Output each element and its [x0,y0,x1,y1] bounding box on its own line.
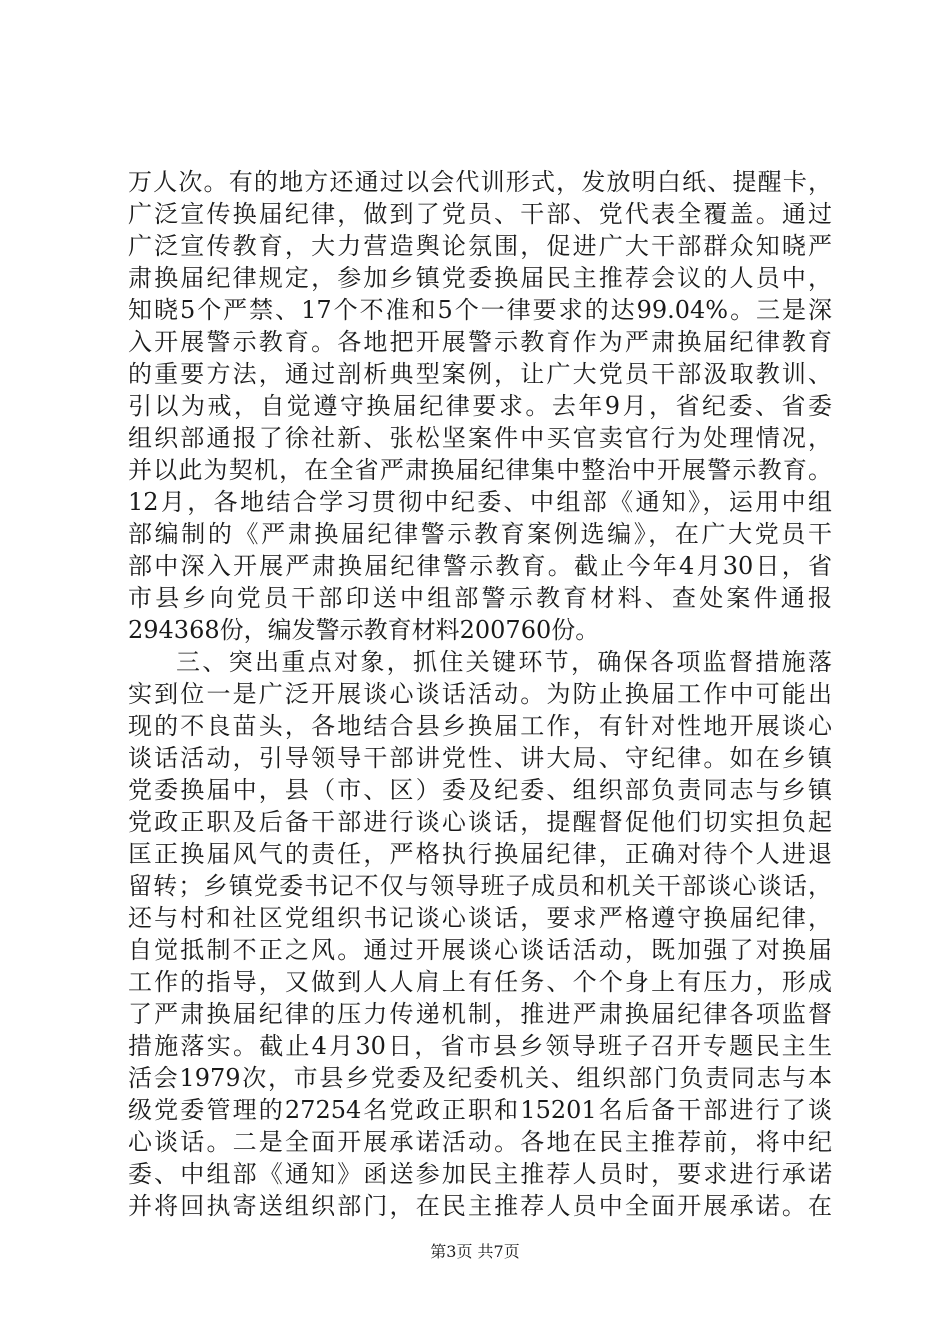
text-line: 部中深入开展严肃换届纪律警示教育。截止今年4月30日，省 [128,552,832,580]
text-line: 广泛宣传教育，大力营造舆论氛围，促进广大干部群众知晓严 [128,232,832,260]
body-text [128,166,848,1222]
text-line: 谈话活动，引导领导干部讲党性、讲大局、守纪律。如在乡镇 [128,744,832,772]
text-line: 12月，各地结合学习贯彻中纪委、中组部《通知》，运用中组 [128,488,832,516]
text-line: 部编制的《严肃换届纪律警示教育案例选编》，在广大党员干 [128,520,832,548]
text-line: 心谈话。二是全面开展承诺活动。各地在民主推荐前，将中纪 [128,1128,832,1156]
text-line: 自觉抵制不正之风。通过开展谈心谈话活动，既加强了对换届 [128,936,832,964]
text-line: 组织部通报了徐社新、张松坚案件中买官卖官行为处理情况， [128,424,832,452]
text-line: 入开展警示教育。各地把开展警示教育作为严肃换届纪律教育 [128,328,832,356]
text-line: 实到位一是广泛开展谈心谈话活动。为防止换届工作中可能出 [128,680,832,708]
text-line: 市县乡向党员干部印送中组部警示教育材料、查处案件通报 [128,584,832,612]
text-line: 匡正换届风气的责任，严格执行换届纪律，正确对待个人进退 [128,840,832,868]
page-footer [0,1242,950,1262]
text-line: 的重要方法，通过剖析典型案例，让广大党员干部汲取教训、 [128,360,832,388]
text-line: 知晓5个严禁、17个不准和5个一律要求的达99.04%。三是深 [128,296,832,324]
page-number-label: 第3页 共7页 [430,1242,520,1261]
text-line: 广泛宣传换届纪律，做到了党员、干部、党代表全覆盖。通过 [128,200,832,228]
text-line: 活会1979次，市县乡党委及纪委机关、组织部门负责同志与本 [128,1064,832,1092]
text-line: 并以此为契机，在全省严肃换届纪律集中整治中开展警示教育。 [128,456,832,484]
text-line: 引以为戒，自觉遵守换届纪律要求。去年9月，省纪委、省委 [128,392,832,420]
text-line: 还与村和社区党组织书记谈心谈话，要求严格遵守换届纪律， [128,904,832,932]
text-line: 并将回执寄送组织部门，在民主推荐人员中全面开展承诺。在 [128,1192,832,1220]
text-line: 级党委管理的27254名党政正职和15201名后备干部进行了谈 [128,1096,832,1124]
text-line: 措施落实。截止4月30日，省市县乡领导班子召开专题民主生 [128,1032,832,1060]
paragraph-start-line: 三、突出重点对象，抓住关键环节，确保各项监督措施落 [176,648,832,676]
text-line: 万人次。有的地方还通过以会代训形式，发放明白纸、提醒卡， [128,168,832,196]
text-line: 党政正职及后备干部进行谈心谈话，提醒督促他们切实担负起 [128,808,832,836]
text-line: 了严肃换届纪律的压力传递机制，推进严肃换届纪律各项监督 [128,1000,832,1028]
text-line: 肃换届纪律规定，参加乡镇党委换届民主推荐会议的人员中， [128,264,832,292]
text-line: 委、中组部《通知》函送参加民主推荐人员时，要求进行承诺 [128,1160,832,1188]
text-line: 工作的指导，又做到人人肩上有任务、个个身上有压力，形成 [128,968,832,996]
text-line: 留转；乡镇党委书记不仅与领导班子成员和机关干部谈心谈话， [128,872,832,900]
text-line: 294368份，编发警示教育材料200760份。 [128,616,600,644]
text-line: 党委换届中，县（市、区）委及纪委、组织部负责同志与乡镇 [128,776,832,804]
text-line: 现的不良苗头，各地结合县乡换届工作，有针对性地开展谈心 [128,712,832,740]
